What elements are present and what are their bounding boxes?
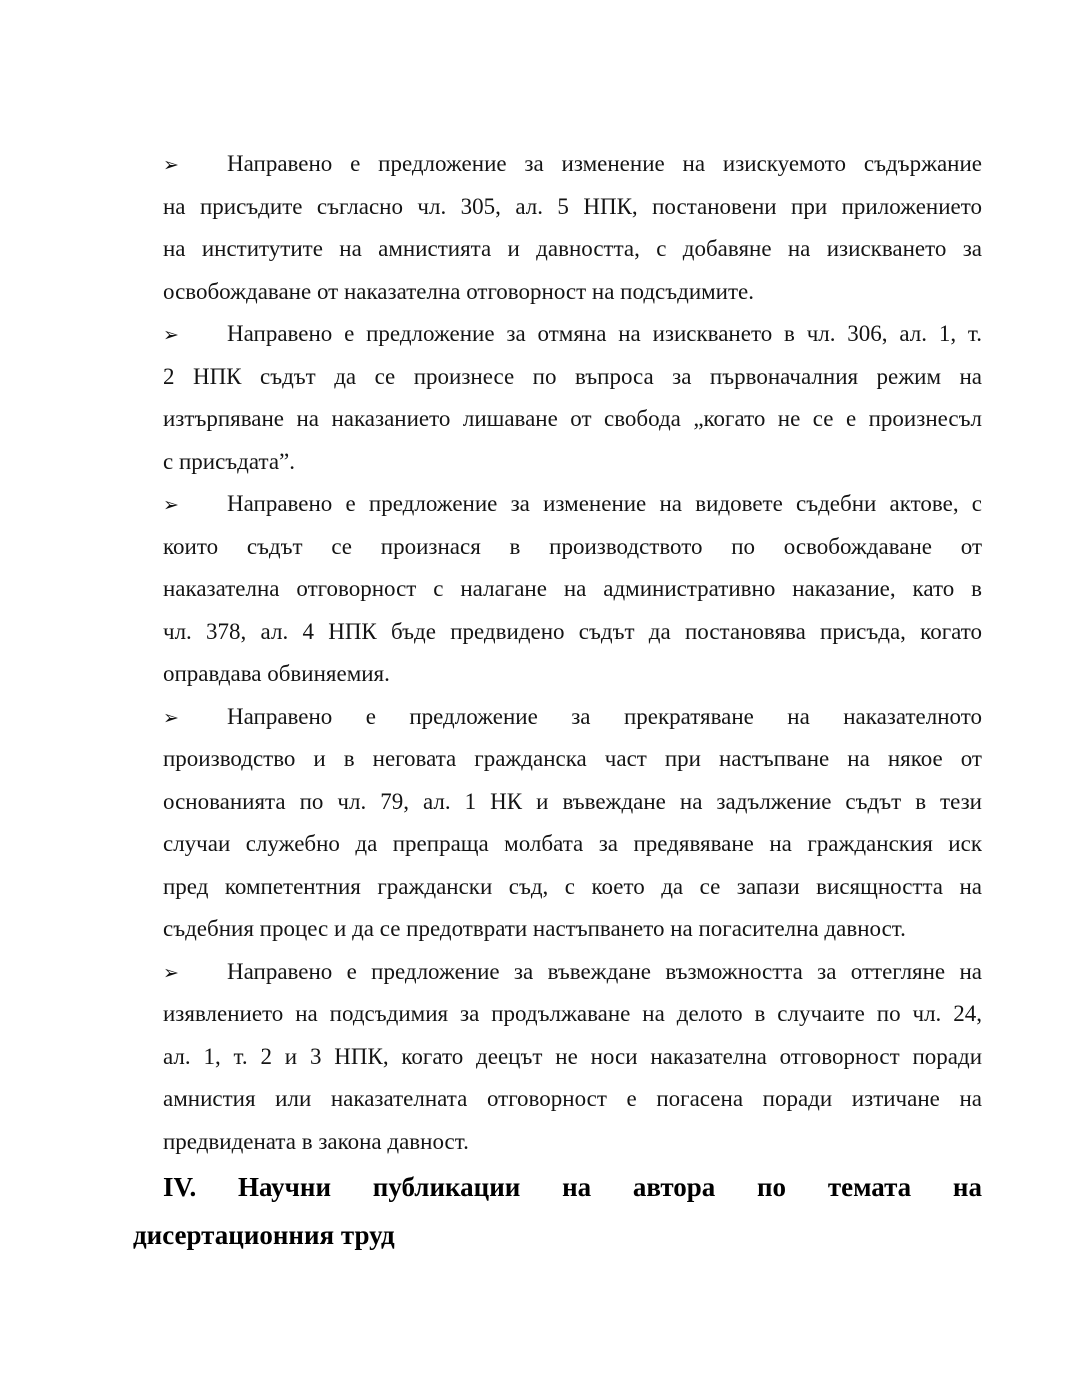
document-content xyxy=(133,143,982,1259)
paragraph-line: съдебния процес и да се предотврати настъпването на погасителна давност. xyxy=(163,916,906,941)
paragraph-line xyxy=(163,696,982,739)
paragraph-line: чл. 378, ал. 4 НПК бъде предвидено съдът да постановява присъда, когато xyxy=(163,618,982,644)
paragraph-line: с присъдата”. xyxy=(163,448,295,474)
bullet-paragraph xyxy=(163,951,982,1164)
heading-line: дисертационния труд xyxy=(133,1220,395,1250)
paragraph-line xyxy=(163,483,982,526)
bullet-paragraph xyxy=(163,313,982,483)
paragraph-line: изявлението на подсъдимия за продължаване на делото в случаите по чл. 24, xyxy=(163,1001,982,1026)
paragraph-text: Направено е предложение за отмяна на изискването в чл. 306, ал. 1, т. xyxy=(227,321,982,346)
paragraph-line: наказателна отговорност с налагане на административно наказание, като в xyxy=(163,576,982,601)
paragraph-line: 2 НПК съдът да се произнесе по въпроса за първоначалния режим на xyxy=(163,363,982,389)
paragraph-line: на присъдите съгласно чл. 305, ал. 5 НПК, постановени при приложението xyxy=(163,193,982,219)
arrowhead-bullet-icon: ➢ xyxy=(163,324,179,346)
arrowhead-bullet-icon: ➢ xyxy=(163,494,179,516)
arrowhead-bullet-icon: ➢ xyxy=(163,706,179,729)
paragraph-line xyxy=(163,313,982,356)
paragraph-text: Направено е предложение за прекратяване на наказателното xyxy=(227,703,982,729)
paragraph-line: които съдът се произнася в производството по освобождаване от xyxy=(163,533,982,559)
paragraph-line: пред компетентния граждански съд, с което да се запази висящността на xyxy=(163,873,982,899)
paragraph-line xyxy=(163,951,982,994)
paragraph-text: Направено е предложение за изменение на видовете съдебни актове, с xyxy=(227,491,982,516)
paragraph-line: оправдава обвиняемия. xyxy=(163,661,390,686)
paragraph-line: случаи служебно да препраща молбата за предявяване на гражданския иск xyxy=(163,831,982,856)
bullet-paragraph xyxy=(163,696,982,951)
paragraph-line: на институтите на амнистията и давността, с добавяне на изискването за xyxy=(163,236,982,261)
paragraph-line: ал. 1, т. 2 и 3 НПК, когато деецът не носи наказателна отговорност поради xyxy=(163,1043,982,1069)
paragraph-line: амнистия или наказателната отговорност е погасена поради изтичане на xyxy=(163,1086,982,1111)
arrowhead-bullet-icon: ➢ xyxy=(163,961,179,984)
paragraph-line: освобождаване от наказателна отговорност на подсъдимите. xyxy=(163,278,755,304)
section-heading xyxy=(133,1163,982,1259)
bullet-paragraph xyxy=(163,143,982,313)
paragraph-text: Направено е предложение за въвеждане възможността за оттегляне на xyxy=(227,958,982,984)
arrowhead-bullet-icon: ➢ xyxy=(163,154,179,176)
paragraph-line: производство и в неговата гражданска част при настъпване на някое от xyxy=(163,746,982,771)
paragraph-line: изтърпяване на наказанието лишаване от свобода „когато не се е произнесъл xyxy=(163,406,982,431)
heading-line: IV. Научни публикации на автора по темата на xyxy=(163,1172,982,1202)
paragraph-text: Направено е предложение за изменение на изискуемото съдържание xyxy=(227,151,982,176)
bullet-paragraph xyxy=(163,483,982,696)
paragraph-line: предвидената в закона давност. xyxy=(163,1128,469,1154)
paragraph-line xyxy=(163,143,982,186)
paragraph-line: основанията по чл. 79, ал. 1 НК и въвеждане на задължение съдът в тези xyxy=(163,788,982,814)
